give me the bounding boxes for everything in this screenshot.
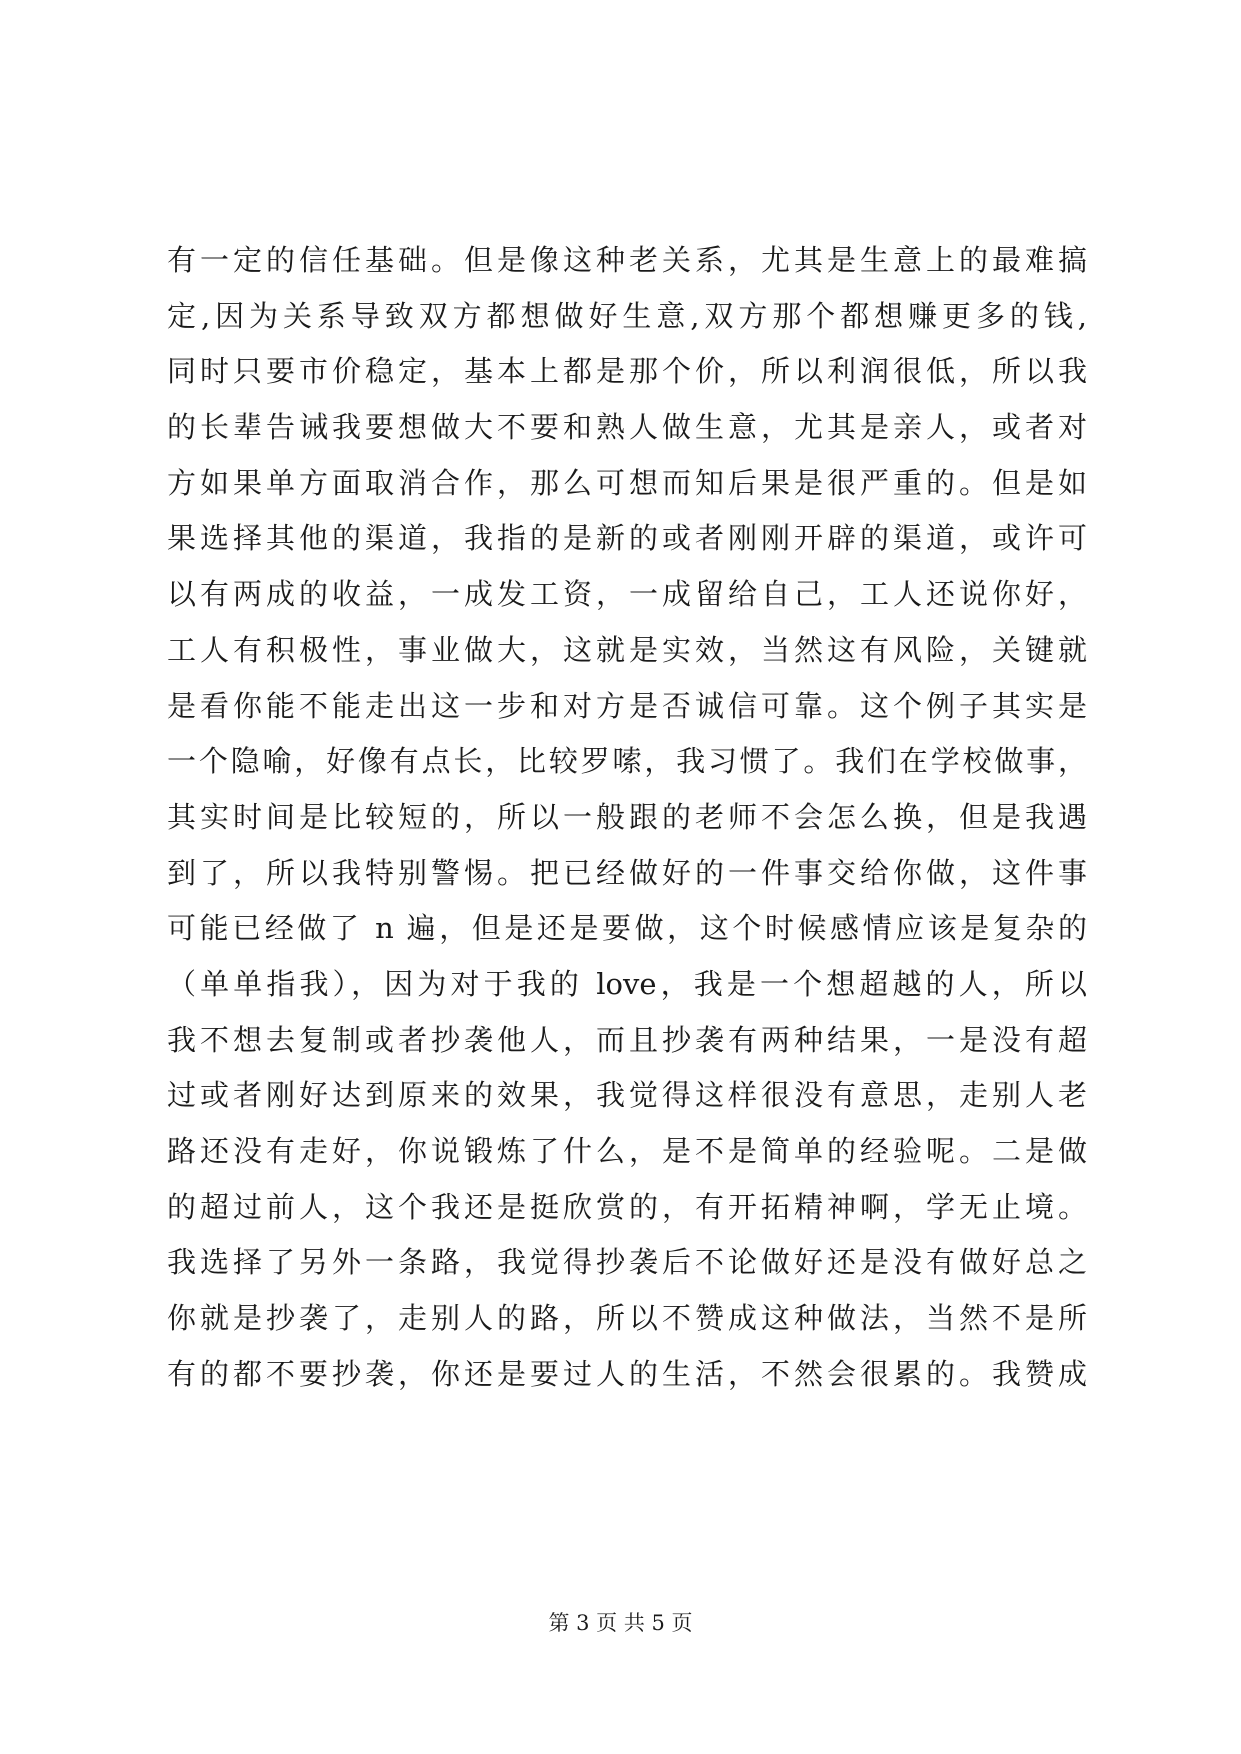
text-line-19: 我选择了另外一条路，我觉得抄袭后不论做好还是没有做好总之 xyxy=(167,1245,1087,1280)
text-line-7: 以有两成的收益，一成发工资，一成留给自己，工人还说你好， xyxy=(167,577,1087,612)
page-footer xyxy=(0,1608,1241,1638)
text-line-17: 路还没有走好，你说锻炼了什么，是不是简单的经验呢。二是做 xyxy=(167,1134,1087,1168)
text-line-4: 的长辈告诫我要想做大不要和熟人做生意，尤其是亲人，或者对 xyxy=(167,410,1087,445)
text-line-13: 可能已经做了 n 遍，但是还是要做，这个时候感情应该是复杂的 xyxy=(167,911,1087,946)
text-line-11: 其实时间是比较短的，所以一般跟的老师不会怎么换，但是我遇 xyxy=(167,799,1087,834)
text-line-14: （单单指我），因为对于我的 love，我是一个想超越的人，所以 xyxy=(167,966,1087,1001)
text-line-8: 工人有积极性，事业做大，这就是实效，当然这有风险，关键就 xyxy=(167,632,1087,667)
page-number: 第 3 页 共 5 页 xyxy=(548,1611,693,1635)
text-line-5: 方如果单方面取消合作，那么可想而知后果是很严重的。但是如 xyxy=(167,465,1087,500)
text-line-18: 的超过前人，这个我还是挺欣赏的，有开拓精神啊，学无止境。 xyxy=(167,1189,1087,1224)
text-line-2: 定,因为关系导致双方都想做好生意,双方那个都想赚更多的钱, xyxy=(167,298,1087,333)
text-line-12: 到了，所以我特别警惕。把已经做好的一件事交给你做，这件事 xyxy=(167,855,1087,890)
text-line-1: 有一定的信任基础。但是像这种老关系，尤其是生意上的最难搞 xyxy=(167,243,1087,277)
text-line-3: 同时只要市价稳定，基本上都是那个价，所以利润很低，所以我 xyxy=(167,354,1087,389)
body-text xyxy=(167,233,1087,1402)
text-line-9: 是看你能不能走出这一步和对方是否诚信可靠。这个例子其实是 xyxy=(167,688,1087,723)
text-line-16: 过或者刚好达到原来的效果，我觉得这样很没有意思，走别人老 xyxy=(167,1078,1087,1113)
text-line-21: 有的都不要抄袭，你还是要过人的生活，不然会很累的。我赞成 xyxy=(167,1356,1087,1391)
text-line-15: 我不想去复制或者抄袭他人，而且抄袭有两种结果，一是没有超 xyxy=(167,1022,1087,1057)
text-line-6: 果选择其他的渠道，我指的是新的或者刚刚开辟的渠道，或许可 xyxy=(167,521,1087,556)
text-line-20: 你就是抄袭了，走别人的路，所以不赞成这种做法，当然不是所 xyxy=(167,1301,1087,1336)
text-line-10: 一个隐喻，好像有点长，比较罗嗦，我习惯了。我们在学校做事， xyxy=(167,744,1087,779)
